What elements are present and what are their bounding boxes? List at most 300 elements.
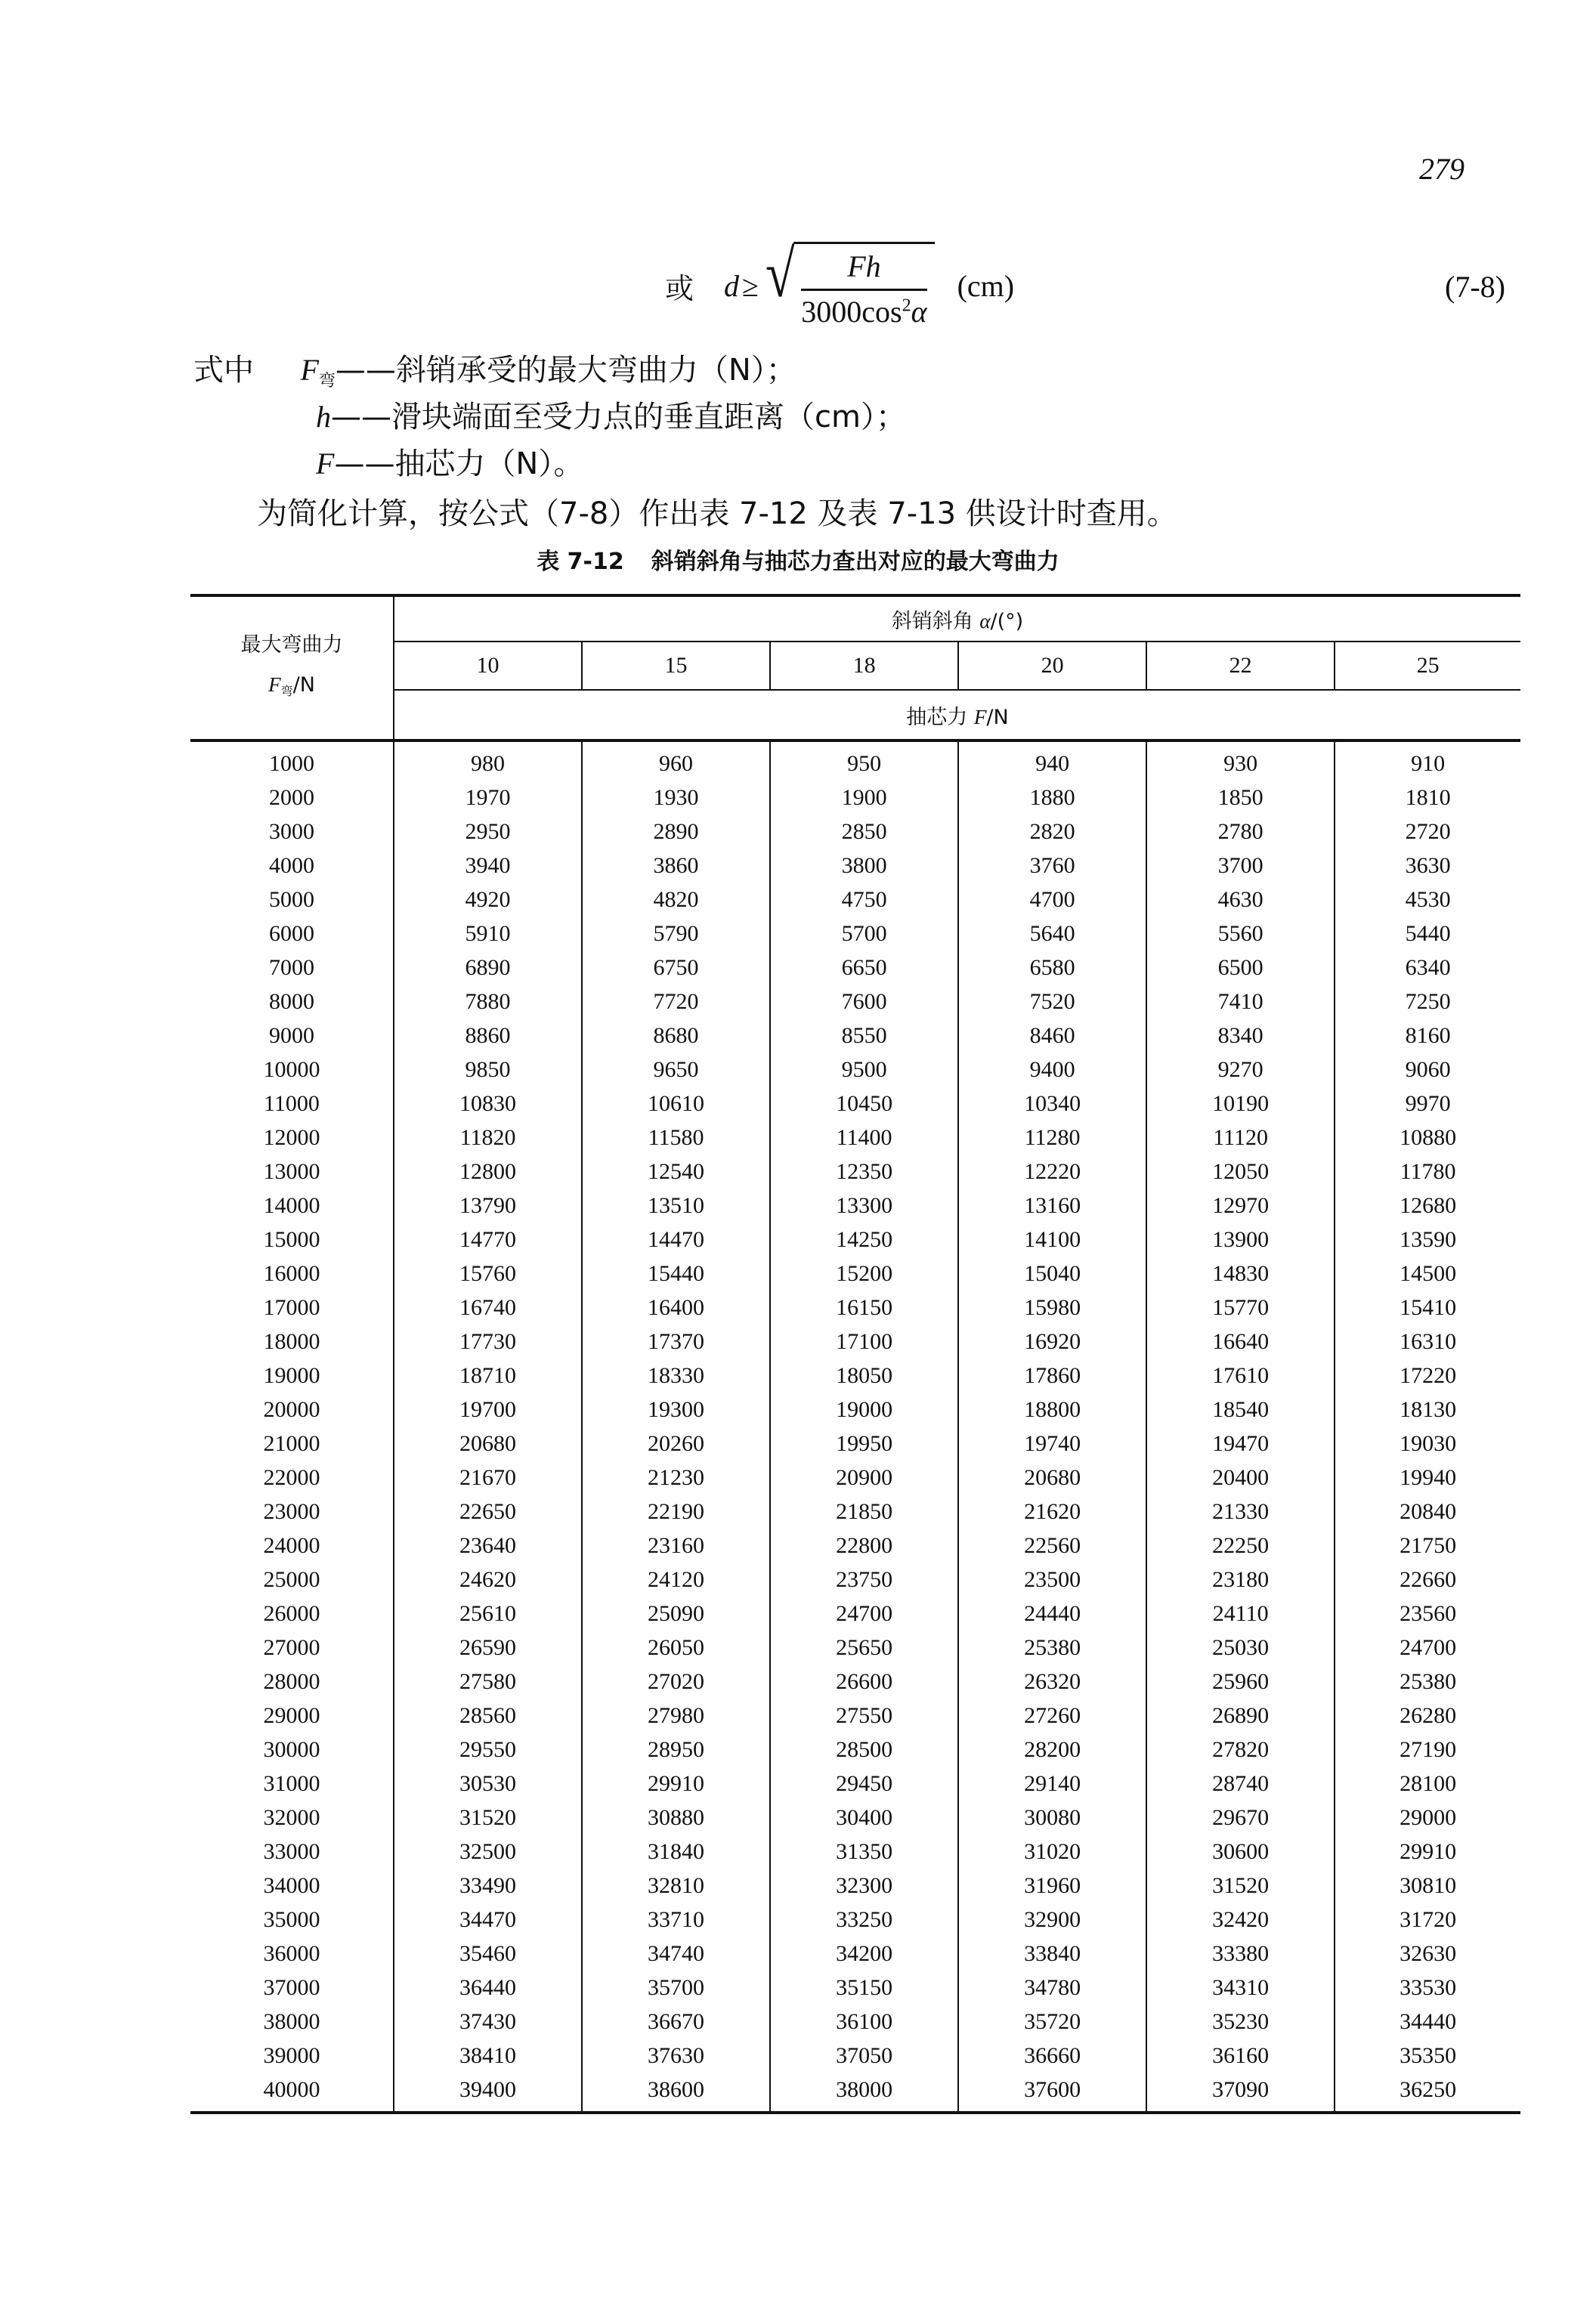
core-pull-force-cell: 12680 [1400, 1192, 1457, 1218]
bending-force-cell: 1000 [190, 740, 394, 781]
core-pull-force-cell: 9400 [958, 1053, 1146, 1087]
core-pull-force-cell: 23160 [582, 1529, 770, 1563]
core-pull-force-cell: 18330 [582, 1359, 770, 1393]
core-pull-force-cell: 34440 [1400, 2008, 1457, 2034]
core-pull-force-cell: 30880 [582, 1801, 770, 1835]
core-pull-force-cell: 9650 [582, 1053, 770, 1087]
table-row [190, 951, 1520, 985]
core-pull-force-cell: 29000 [1400, 1804, 1457, 1830]
core-pull-force-cell: 3700 [1146, 849, 1335, 883]
core-pull-force-cell: 10880 [1400, 1124, 1457, 1150]
table-caption-number: 表 7-12 [537, 549, 624, 575]
core-pull-force-cell: 1900 [770, 781, 958, 815]
core-pull-force-cell: 14500 [1400, 1260, 1457, 1286]
core-pull-force-cell: 18710 [394, 1359, 582, 1393]
core-pull-force-cell: 19470 [1146, 1427, 1335, 1461]
core-pull-force-cell: 29910 [1400, 1838, 1457, 1864]
definition-bending-force [193, 346, 796, 391]
bending-force-cell: 20000 [190, 1393, 394, 1427]
core-pull-force-cell: 6500 [1146, 951, 1335, 985]
core-pull-force-cell: 20260 [582, 1427, 770, 1461]
bending-force-cell: 29000 [190, 1699, 394, 1733]
core-pull-force-cell: 31020 [958, 1835, 1146, 1869]
bending-force-cell: 16000 [190, 1257, 394, 1291]
bending-force-cell: 34000 [190, 1869, 394, 1903]
table-row [190, 1189, 1520, 1223]
bending-force-cell: 15000 [190, 1223, 394, 1257]
table-row [190, 1801, 1520, 1835]
core-pull-force-cell: 19700 [394, 1393, 582, 1427]
core-pull-force-cell: 22190 [582, 1495, 770, 1529]
bending-force-cell: 26000 [190, 1597, 394, 1631]
core-pull-force-cell: 23500 [958, 1563, 1146, 1597]
angle-group-symbol: α [979, 609, 991, 632]
core-pull-force-cell: 35700 [582, 1971, 770, 2005]
core-pull-force-cell: 14250 [770, 1223, 958, 1257]
definition-text: ——抽芯力（N）。 [334, 447, 584, 481]
core-pull-force-cell: 13160 [958, 1189, 1146, 1223]
angle-group-label: 斜销斜角 [891, 609, 973, 633]
table-row [190, 1359, 1520, 1393]
core-pull-force-cell: 28740 [1146, 1767, 1335, 1801]
core-pull-force-cell: 26600 [770, 1665, 958, 1699]
core-pull-force-cell: 33490 [394, 1869, 582, 1903]
force-label: 抽芯力 [906, 705, 968, 729]
bending-force-cell: 10000 [190, 1053, 394, 1087]
angle-group-header [394, 595, 1520, 641]
core-pull-force-cell: 6580 [958, 951, 1146, 985]
core-pull-force-cell: 5910 [394, 917, 582, 951]
core-pull-force-cell: 27580 [394, 1665, 582, 1699]
table-row [190, 883, 1520, 917]
core-pull-force-cell: 29450 [770, 1767, 958, 1801]
core-pull-force-cell: 12540 [582, 1155, 770, 1189]
formula-7-8 [665, 240, 1014, 331]
formula-unit: (cm) [957, 268, 1015, 303]
core-pull-force-cell: 35460 [394, 1937, 582, 1971]
core-pull-force-cell: 34470 [394, 1903, 582, 1937]
core-pull-force-cell: 17370 [582, 1325, 770, 1359]
page-number: 279 [1419, 152, 1465, 186]
table-row [190, 985, 1520, 1019]
angle-header-cell: 15 [582, 641, 770, 690]
core-pull-force-cell: 5440 [1405, 920, 1451, 946]
core-pull-force-cell: 34310 [1146, 1971, 1335, 2005]
core-pull-force-cell: 26320 [958, 1665, 1146, 1699]
denominator-coefficient: 3000cos [801, 295, 902, 329]
formula-prefix: 或 [665, 271, 694, 305]
core-pull-force-cell: 36440 [394, 1971, 582, 2005]
core-pull-force-cell: 20680 [394, 1427, 582, 1461]
core-pull-force-cell: 9500 [770, 1053, 958, 1087]
angle-header-cell: 18 [770, 641, 958, 690]
table-row [190, 740, 1520, 781]
core-pull-force-cell: 8550 [770, 1019, 958, 1053]
core-pull-force-cell: 24700 [770, 1597, 958, 1631]
core-pull-force-cell: 24620 [394, 1563, 582, 1597]
table-row [190, 1325, 1520, 1359]
core-pull-force-cell: 4820 [582, 883, 770, 917]
definition-symbol: F [300, 353, 319, 387]
core-pull-force-cell: 17100 [770, 1325, 958, 1359]
body-paragraph: 为简化计算，按公式（7-8）作出表 7-12 及表 7-13 供设计时查用。 [257, 496, 1177, 531]
core-pull-force-cell: 13900 [1146, 1223, 1335, 1257]
core-pull-force-cell: 2890 [582, 815, 770, 849]
bending-force-cell: 22000 [190, 1461, 394, 1495]
square-root [762, 238, 935, 329]
core-pull-force-cell: 4920 [394, 883, 582, 917]
core-pull-force-cell: 11400 [770, 1121, 958, 1155]
core-pull-force-cell: 23180 [1146, 1563, 1335, 1597]
core-pull-force-cell: 10610 [582, 1087, 770, 1121]
core-pull-force-cell: 2850 [770, 815, 958, 849]
angle-header-cell: 22 [1146, 641, 1335, 690]
angle-header-cell: 10 [394, 641, 582, 690]
core-pull-force-cell: 32300 [770, 1869, 958, 1903]
core-pull-force-cell: 14830 [1146, 1257, 1335, 1291]
core-pull-force-cell: 25650 [770, 1631, 958, 1665]
core-pull-force-cell: 21230 [582, 1461, 770, 1495]
core-pull-force-cell: 11580 [582, 1121, 770, 1155]
core-pull-force-cell: 9850 [394, 1053, 582, 1087]
table-row [190, 1699, 1520, 1733]
core-pull-force-cell: 18050 [770, 1359, 958, 1393]
core-pull-force-cell: 21330 [1146, 1495, 1335, 1529]
core-pull-force-cell: 16310 [1400, 1328, 1457, 1354]
core-pull-force-cell: 12350 [770, 1155, 958, 1189]
core-pull-force-cell: 30080 [958, 1801, 1146, 1835]
core-pull-force-cell: 1970 [394, 781, 582, 815]
core-pull-force-cell: 1930 [582, 781, 770, 815]
bending-force-cell: 2000 [190, 781, 394, 815]
table-row [190, 1835, 1520, 1869]
core-pull-force-cell: 5790 [582, 917, 770, 951]
core-pull-force-cell: 28200 [958, 1733, 1146, 1767]
angle-group-unit: /(°) [990, 609, 1024, 633]
core-pull-force-cell: 14770 [394, 1223, 582, 1257]
table-row [190, 2039, 1520, 2073]
core-pull-force-cell: 15440 [582, 1257, 770, 1291]
core-pull-force-cell: 9270 [1146, 1053, 1335, 1087]
core-pull-force-cell: 27190 [1400, 1736, 1457, 1762]
table-row [190, 2005, 1520, 2039]
definition-text: ——滑块端面至受力点的垂直距离（cm）； [331, 400, 906, 434]
core-pull-force-cell: 2950 [394, 815, 582, 849]
fraction [793, 242, 934, 329]
core-pull-force-cell: 12970 [1146, 1189, 1335, 1223]
core-pull-force-cell: 8160 [1405, 1022, 1451, 1048]
core-pull-force-cell: 25030 [1146, 1631, 1335, 1665]
table-row [190, 1767, 1520, 1801]
core-pull-force-cell: 22800 [770, 1529, 958, 1563]
core-pull-force-cell: 3800 [770, 849, 958, 883]
core-pull-force-cell: 33840 [958, 1937, 1146, 1971]
core-pull-force-cell: 29670 [1146, 1801, 1335, 1835]
denominator-variable: α [911, 295, 927, 329]
formula-relation: ≥ [742, 268, 759, 303]
core-pull-force-cell: 22660 [1400, 1566, 1457, 1592]
table-row [190, 781, 1520, 815]
table-row [190, 815, 1520, 849]
core-pull-force-cell: 25380 [958, 1631, 1146, 1665]
core-pull-force-cell: 8860 [394, 1019, 582, 1053]
bending-force-cell: 18000 [190, 1325, 394, 1359]
core-pull-force-cell: 35230 [1146, 2005, 1335, 2039]
core-pull-force-cell: 12800 [394, 1155, 582, 1189]
fraction-numerator: Fh [801, 249, 926, 291]
core-pull-force-cell: 37090 [1146, 2073, 1335, 2113]
core-pull-force-cell: 38410 [394, 2039, 582, 2073]
core-pull-force-cell: 17220 [1400, 1362, 1457, 1388]
core-pull-force-cell: 8460 [958, 1019, 1146, 1053]
core-pull-force-cell: 23640 [394, 1529, 582, 1563]
core-pull-force-cell: 16150 [770, 1291, 958, 1325]
bending-force-table [190, 594, 1520, 2114]
core-pull-force-cell: 36660 [958, 2039, 1146, 2073]
core-pull-force-cell: 22650 [394, 1495, 582, 1529]
bending-force-cell: 40000 [190, 2073, 394, 2113]
core-pull-force-cell: 4700 [958, 883, 1146, 917]
core-pull-force-cell: 6750 [582, 951, 770, 985]
core-pull-force-cell: 21620 [958, 1495, 1146, 1529]
table-row [190, 1291, 1520, 1325]
core-pull-force-cell: 950 [770, 740, 958, 781]
core-pull-force-cell: 2820 [958, 815, 1146, 849]
core-pull-force-cell: 21850 [770, 1495, 958, 1529]
bending-force-cell: 14000 [190, 1189, 394, 1223]
table-caption-title: 斜销斜角与抽芯力查出对应的最大弯曲力 [651, 549, 1059, 575]
core-pull-force-cell: 25960 [1146, 1665, 1335, 1699]
definition-symbol: F [316, 447, 335, 481]
core-pull-force-cell: 980 [394, 740, 582, 781]
core-pull-force-cell: 19950 [770, 1427, 958, 1461]
bending-force-cell: 38000 [190, 2005, 394, 2039]
core-pull-force-cell: 19740 [958, 1427, 1146, 1461]
core-pull-force-cell: 19940 [1400, 1464, 1457, 1490]
fraction-denominator [801, 291, 926, 329]
definition-height [316, 393, 906, 436]
bending-force-cell: 27000 [190, 1631, 394, 1665]
core-pull-force-cell: 2780 [1146, 815, 1335, 849]
core-pull-force-cell: 2720 [1405, 818, 1451, 844]
core-pull-force-cell: 13790 [394, 1189, 582, 1223]
angle-header-cell: 20 [958, 641, 1146, 690]
core-pull-force-cell: 32810 [582, 1869, 770, 1903]
core-pull-force-cell: 31720 [1400, 1906, 1457, 1932]
core-pull-force-cell: 1850 [1146, 781, 1335, 815]
bending-force-cell: 13000 [190, 1155, 394, 1189]
core-pull-force-cell: 34200 [770, 1937, 958, 1971]
core-pull-force-cell: 3630 [1405, 852, 1451, 878]
core-pull-force-cell: 12220 [958, 1155, 1146, 1189]
core-pull-force-cell: 37630 [582, 2039, 770, 2073]
core-pull-force-cell: 28950 [582, 1733, 770, 1767]
core-pull-force-cell: 29550 [394, 1733, 582, 1767]
core-pull-force-cell: 37050 [770, 2039, 958, 2073]
bending-force-cell: 36000 [190, 1937, 394, 1971]
bending-force-cell: 8000 [190, 985, 394, 1019]
core-pull-force-cell: 15770 [1146, 1291, 1335, 1325]
core-pull-force-cell: 31840 [582, 1835, 770, 1869]
table-row [190, 1223, 1520, 1257]
core-pull-force-cell: 23750 [770, 1563, 958, 1597]
core-pull-force-cell: 21670 [394, 1461, 582, 1495]
table-row [190, 1937, 1520, 1971]
core-pull-force-cell: 15410 [1400, 1294, 1457, 1320]
core-pull-force-cell: 3760 [958, 849, 1146, 883]
core-pull-force-cell: 28560 [394, 1699, 582, 1733]
bending-force-cell: 7000 [190, 951, 394, 985]
core-pull-force-cell: 19000 [770, 1393, 958, 1427]
core-pull-force-cell: 16920 [958, 1325, 1146, 1359]
core-pull-force-cell: 19300 [582, 1393, 770, 1427]
core-pull-force-cell: 25380 [1400, 1668, 1457, 1694]
core-pull-force-cell: 13510 [582, 1189, 770, 1223]
bending-force-cell: 32000 [190, 1801, 394, 1835]
core-pull-force-cell: 20840 [1400, 1498, 1457, 1524]
core-pull-force-cell: 18800 [958, 1393, 1146, 1427]
table-row [190, 1597, 1520, 1631]
core-pull-force-cell: 4750 [770, 883, 958, 917]
core-pull-force-cell: 26590 [394, 1631, 582, 1665]
core-pull-force-cell: 17610 [1146, 1359, 1335, 1393]
angle-header-cell: 25 [1335, 641, 1520, 690]
force-unit: /N [986, 705, 1009, 729]
radical-sign-icon: √ [765, 238, 795, 311]
core-pull-force-cell: 11780 [1400, 1158, 1456, 1184]
core-pull-force-cell: 11280 [958, 1121, 1146, 1155]
definition-lead: 式中 [193, 353, 254, 388]
core-pull-force-cell: 4630 [1146, 883, 1335, 917]
core-pull-force-cell: 960 [582, 740, 770, 781]
core-pull-force-cell: 15980 [958, 1291, 1146, 1325]
row-header-symbol: F [268, 672, 281, 696]
core-pull-force-cell: 15040 [958, 1257, 1146, 1291]
core-pull-force-cell: 20400 [1146, 1461, 1335, 1495]
bending-force-cell: 19000 [190, 1359, 394, 1393]
core-pull-force-cell: 22560 [958, 1529, 1146, 1563]
definition-symbol: h [316, 400, 331, 434]
core-pull-force-cell: 34740 [582, 1937, 770, 1971]
bending-force-cell: 5000 [190, 883, 394, 917]
core-pull-force-cell: 32500 [394, 1835, 582, 1869]
core-pull-force-cell: 7410 [1146, 985, 1335, 1019]
core-pull-force-cell: 940 [958, 740, 1146, 781]
core-pull-force-cell: 27980 [582, 1699, 770, 1733]
table-row [190, 1155, 1520, 1189]
core-pull-force-cell: 30600 [1146, 1835, 1335, 1869]
core-pull-force-cell: 14100 [958, 1223, 1146, 1257]
core-pull-force-cell: 37430 [394, 2005, 582, 2039]
core-pull-force-cell: 33710 [582, 1903, 770, 1937]
core-pull-force-cell: 27260 [958, 1699, 1146, 1733]
bending-force-cell: 24000 [190, 1529, 394, 1563]
row-header-subscript: 弯 [280, 683, 293, 698]
core-pull-force-cell: 15200 [770, 1257, 958, 1291]
table-row [190, 1053, 1520, 1087]
table-row [190, 1563, 1520, 1597]
bending-force-cell: 31000 [190, 1767, 394, 1801]
table-row [190, 2073, 1520, 2113]
core-pull-force-cell: 36250 [1335, 2073, 1520, 2113]
table-body [190, 740, 1520, 2113]
core-pull-force-cell: 10340 [958, 1087, 1146, 1121]
bending-force-cell: 3000 [190, 815, 394, 849]
core-pull-force-cell: 30810 [1400, 1872, 1457, 1898]
bending-force-cell: 28000 [190, 1665, 394, 1699]
equation-number: (7-8) [1445, 270, 1505, 304]
bending-force-cell: 35000 [190, 1903, 394, 1937]
core-pull-force-cell: 17860 [958, 1359, 1146, 1393]
denominator-exponent: 2 [902, 295, 911, 316]
bending-force-cell: 25000 [190, 1563, 394, 1597]
bending-force-cell: 21000 [190, 1427, 394, 1461]
table-row [190, 1733, 1520, 1767]
core-pull-force-cell: 30400 [770, 1801, 958, 1835]
bending-force-cell: 23000 [190, 1495, 394, 1529]
bending-force-cell: 6000 [190, 917, 394, 951]
bending-force-cell: 39000 [190, 2039, 394, 2073]
definition-subscript: 弯 [318, 372, 336, 391]
table-row [190, 1869, 1520, 1903]
core-pull-force-cell: 9970 [1405, 1090, 1451, 1116]
core-pull-force-cell: 32900 [958, 1903, 1146, 1937]
core-pull-force-cell: 37600 [958, 2073, 1146, 2113]
core-pull-force-cell: 10190 [1146, 1087, 1335, 1121]
core-pull-force-cell: 23560 [1400, 1600, 1457, 1626]
bending-force-cell: 9000 [190, 1019, 394, 1053]
core-pull-force-cell: 27820 [1146, 1733, 1335, 1767]
core-pull-force-cell: 3860 [582, 849, 770, 883]
core-pull-force-cell: 5640 [958, 917, 1146, 951]
table-row [190, 1393, 1520, 1427]
table-row [190, 1495, 1520, 1529]
core-pull-force-cell: 19030 [1400, 1430, 1457, 1456]
row-header-label: 最大弯曲力 [240, 632, 343, 657]
core-pull-force-cell: 25090 [582, 1597, 770, 1631]
bending-force-cell: 11000 [190, 1087, 394, 1121]
core-pull-force-cell: 31350 [770, 1835, 958, 1869]
core-pull-force-cell: 24700 [1400, 1634, 1457, 1660]
core-pull-force-cell: 32630 [1400, 1940, 1457, 1966]
core-pull-force-cell: 8680 [582, 1019, 770, 1053]
bending-force-cell: 30000 [190, 1733, 394, 1767]
table-row [190, 1019, 1520, 1053]
core-pull-force-cell: 18130 [1400, 1396, 1457, 1422]
table-row [190, 1529, 1520, 1563]
core-pull-force-cell: 6890 [394, 951, 582, 985]
core-pull-force-cell: 4530 [1405, 886, 1451, 912]
core-pull-force-cell: 20680 [958, 1461, 1146, 1495]
core-pull-force-cell: 33380 [1146, 1937, 1335, 1971]
core-pull-force-cell: 16740 [394, 1291, 582, 1325]
core-pull-force-cell: 21750 [1400, 1532, 1457, 1558]
core-pull-force-cell: 7520 [958, 985, 1146, 1019]
core-pull-force-cell: 13590 [1400, 1226, 1457, 1252]
table-row [190, 849, 1520, 883]
core-pull-force-cell: 28500 [770, 1733, 958, 1767]
core-pull-force-cell: 30530 [394, 1767, 582, 1801]
core-pull-force-cell: 10450 [770, 1087, 958, 1121]
core-pull-force-cell: 31960 [958, 1869, 1146, 1903]
table-row [190, 1121, 1520, 1155]
core-pull-force-cell: 24110 [1146, 1597, 1335, 1631]
core-pull-force-cell: 17730 [394, 1325, 582, 1359]
core-pull-force-cell: 31520 [394, 1801, 582, 1835]
force-group-header [394, 690, 1520, 740]
definition-core-pull-force [316, 440, 583, 483]
core-pull-force-cell: 24440 [958, 1597, 1146, 1631]
